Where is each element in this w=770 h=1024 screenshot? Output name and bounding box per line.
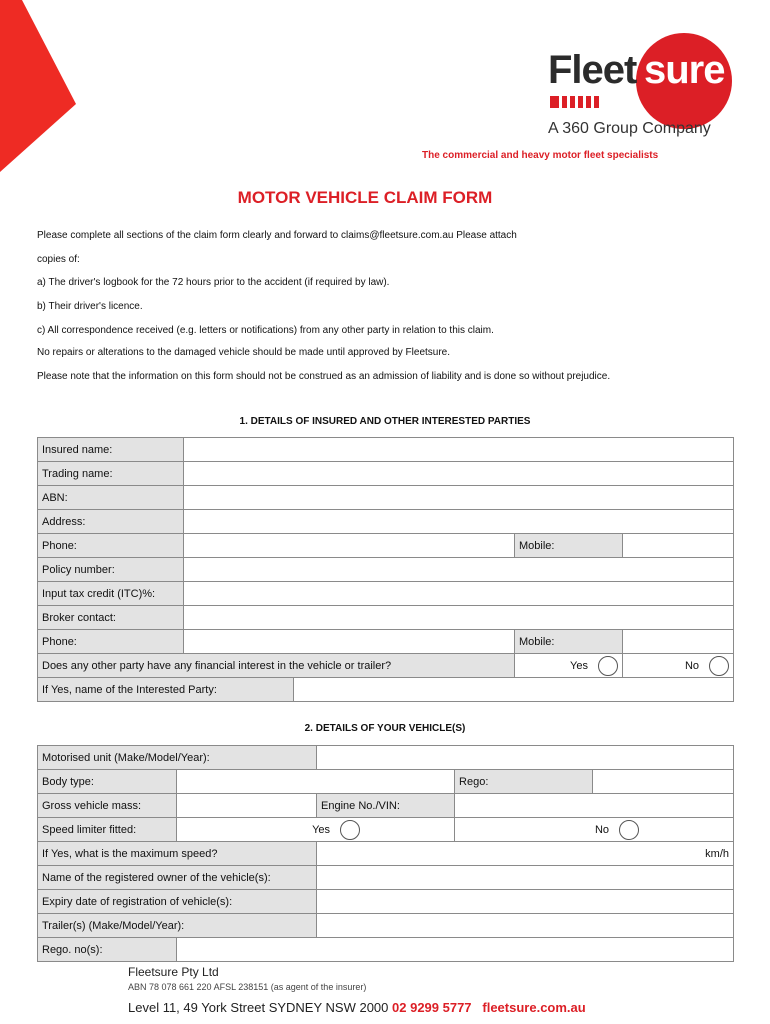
trading-name-label: Trading name: (38, 462, 184, 486)
table-row (38, 914, 734, 938)
speed-limiter-yes-option[interactable] (177, 818, 455, 842)
abn-label: ABN: (38, 486, 184, 510)
trailers-field[interactable] (317, 914, 734, 938)
table-row (38, 818, 734, 842)
table-row (38, 558, 734, 582)
expiry-label: Expiry date of registration of vehicle(s): (38, 890, 317, 914)
red-corner-decoration (0, 0, 80, 180)
section1-heading: 1. DETAILS OF INSURED AND OTHER INTERESTED PARTIES (239, 416, 531, 427)
no-label: No (594, 823, 610, 836)
table-row (38, 890, 734, 914)
gvm-label: Gross vehicle mass: (38, 794, 177, 818)
broker-contact-label: Broker contact: (38, 606, 184, 630)
max-speed-field[interactable] (317, 842, 734, 866)
yes-radio[interactable] (598, 656, 618, 676)
yes-label: Yes (312, 823, 331, 836)
financial-interest-question: Does any other party have any financial interest in the vehicle or trailer? (38, 654, 515, 678)
footer-abn: ABN 78 078 661 220 AFSL 238151 (as agent of the insurer) (128, 982, 367, 992)
mobile-field[interactable] (623, 534, 734, 558)
table-row (38, 866, 734, 890)
engine-vin-field[interactable] (455, 794, 734, 818)
section1-table (37, 437, 734, 702)
intro-line2: copies of: (37, 254, 80, 265)
address-label: Address: (38, 510, 184, 534)
table-row (38, 606, 734, 630)
financial-no-option[interactable] (623, 654, 734, 678)
table-row (38, 462, 734, 486)
table-row (38, 438, 734, 462)
speed-limiter-label: Speed limiter fitted: (38, 818, 177, 842)
speed-limiter-no-option[interactable] (455, 818, 734, 842)
intro-note1: No repairs or alterations to the damaged vehicle should be made until approved by Fleetsure. (37, 347, 451, 358)
phone-field[interactable] (184, 534, 515, 558)
logo-text-sure: sure (644, 48, 725, 92)
rego-label: Rego: (455, 770, 593, 794)
policy-number-label: Policy number: (38, 558, 184, 582)
yes-radio[interactable] (340, 820, 360, 840)
no-radio[interactable] (619, 820, 639, 840)
kmh-unit: km/h (705, 847, 730, 860)
phone-label: Phone: (38, 534, 184, 558)
table-row (38, 842, 734, 866)
intro-line1: Please complete all sections of the claim form clearly and forward to claims@fleetsure.com.au Please attach (37, 230, 517, 241)
table-row (38, 746, 734, 770)
no-label: No (684, 659, 699, 672)
engine-vin-label: Engine No./VIN: (317, 794, 455, 818)
logo-text-fleet: Fleet (548, 48, 637, 92)
interested-party-field[interactable] (294, 678, 734, 702)
motorised-unit-label: Motorised unit (Make/Model/Year): (38, 746, 317, 770)
footer-phone[interactable]: 02 9299 5777 (392, 1000, 472, 1015)
section2-table (37, 745, 734, 962)
policy-number-field[interactable] (184, 558, 734, 582)
rego-field[interactable] (593, 770, 734, 794)
table-row (38, 486, 734, 510)
itc-field[interactable] (184, 582, 734, 606)
logo-bars-icon (550, 94, 630, 108)
expiry-field[interactable] (317, 890, 734, 914)
address-field[interactable] (184, 510, 734, 534)
trailers-label: Trailer(s) (Make/Model/Year): (38, 914, 317, 938)
rego-nos-field[interactable] (177, 938, 734, 962)
yes-label: Yes (570, 659, 588, 672)
abn-field[interactable] (184, 486, 734, 510)
table-row (38, 630, 734, 654)
intro-item-b: b) Their driver's licence. (37, 301, 143, 312)
intro-note2: Please note that the information on this form should not be construed as an admission of liability and is done so without prejudice. (37, 371, 611, 382)
no-radio[interactable] (709, 656, 729, 676)
table-row (38, 510, 734, 534)
table-row (38, 582, 734, 606)
phone2-field[interactable] (184, 630, 515, 654)
table-row (38, 938, 734, 962)
registered-owner-label: Name of the registered owner of the vehicle(s): (38, 866, 317, 890)
section2-heading: 2. DETAILS OF YOUR VEHICLE(S) (304, 723, 466, 734)
mobile-label: Mobile: (515, 534, 623, 558)
phone2-label: Phone: (38, 630, 184, 654)
intro-item-c: c) All correspondence received (e.g. letters or notifications) from any other party in relation to this claim. (37, 325, 494, 336)
table-row (38, 654, 734, 678)
body-type-label: Body type: (38, 770, 177, 794)
mobile2-label: Mobile: (515, 630, 623, 654)
insured-name-field[interactable] (184, 438, 734, 462)
intro-item-a: a) The driver's logbook for the 72 hours prior to the accident (if required by law). (37, 277, 390, 288)
footer-address: Level 11, 49 York Street SYDNEY NSW 2000 (128, 1000, 389, 1015)
registered-owner-field[interactable] (317, 866, 734, 890)
tagline: The commercial and heavy motor fleet specialists (422, 150, 659, 161)
table-row (38, 770, 734, 794)
group-company: A 360 Group Company (548, 120, 711, 137)
mobile2-field[interactable] (623, 630, 734, 654)
itc-label: Input tax credit (ITC)%: (38, 582, 184, 606)
rego-nos-label: Rego. no(s): (38, 938, 177, 962)
gvm-field[interactable] (177, 794, 317, 818)
footer-website-link[interactable]: fleetsure.com.au (482, 1000, 586, 1015)
page-title: MOTOR VEHICLE CLAIM FORM (237, 188, 493, 207)
footer-company: Fleetsure Pty Ltd (128, 965, 219, 979)
insured-name-label: Insured name: (38, 438, 184, 462)
financial-yes-option[interactable] (515, 654, 623, 678)
interested-party-label: If Yes, name of the Interested Party: (38, 678, 294, 702)
table-row (38, 678, 734, 702)
broker-contact-field[interactable] (184, 606, 734, 630)
table-row (38, 534, 734, 558)
footer-contact (128, 1000, 586, 1015)
max-speed-label: If Yes, what is the maximum speed? (38, 842, 317, 866)
table-row (38, 794, 734, 818)
motorised-unit-field[interactable] (317, 746, 734, 770)
trading-name-field[interactable] (184, 462, 734, 486)
body-type-field[interactable] (177, 770, 455, 794)
